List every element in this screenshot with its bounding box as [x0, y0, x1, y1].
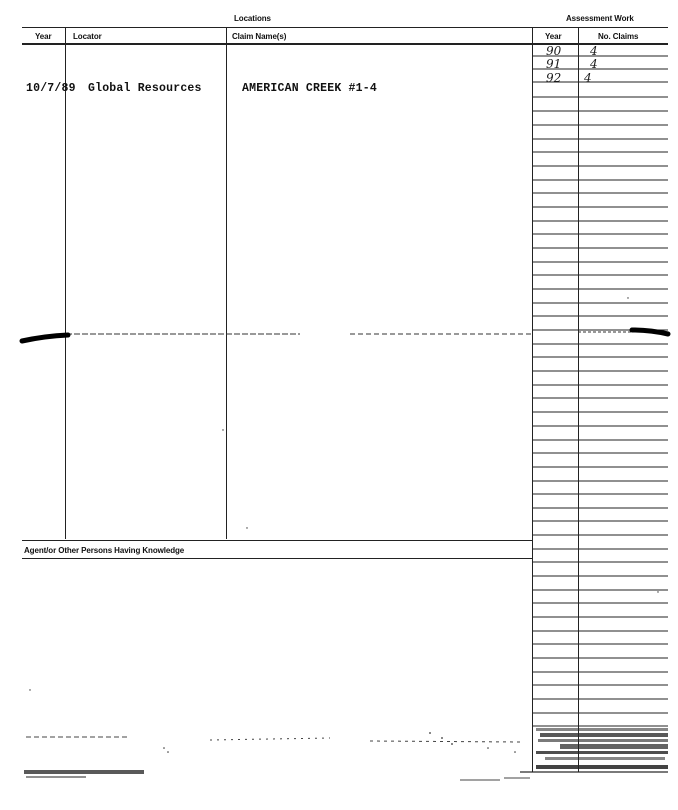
aw-no-claims-column-header: No. Claims	[598, 32, 639, 41]
assessment-year-1: 90	[546, 44, 562, 58]
aw-year-column-header: Year	[545, 32, 562, 41]
entry-claim-name: AMERICAN CREEK #1-4	[242, 82, 377, 95]
assessment-claims-1: 4	[590, 44, 598, 58]
entry-year: 10/7/89	[26, 82, 76, 95]
agent-section-label: Agent/or Other Persons Having Knowledge	[24, 546, 185, 555]
year-column-header: Year	[35, 32, 52, 41]
assessment-claims-3: 4	[584, 71, 592, 85]
assessment-claims-2: 4	[590, 57, 598, 71]
assessment-year-2: 91	[546, 57, 562, 71]
claim-names-column-header: Claim Name(s)	[232, 32, 287, 41]
assessment-year-3: 92	[546, 71, 562, 85]
locations-header: Locations	[234, 14, 271, 23]
assessment-work-header: Assessment Work	[566, 14, 634, 23]
entry-locator: Global Resources	[88, 82, 202, 95]
locator-column-header: Locator	[73, 32, 102, 41]
